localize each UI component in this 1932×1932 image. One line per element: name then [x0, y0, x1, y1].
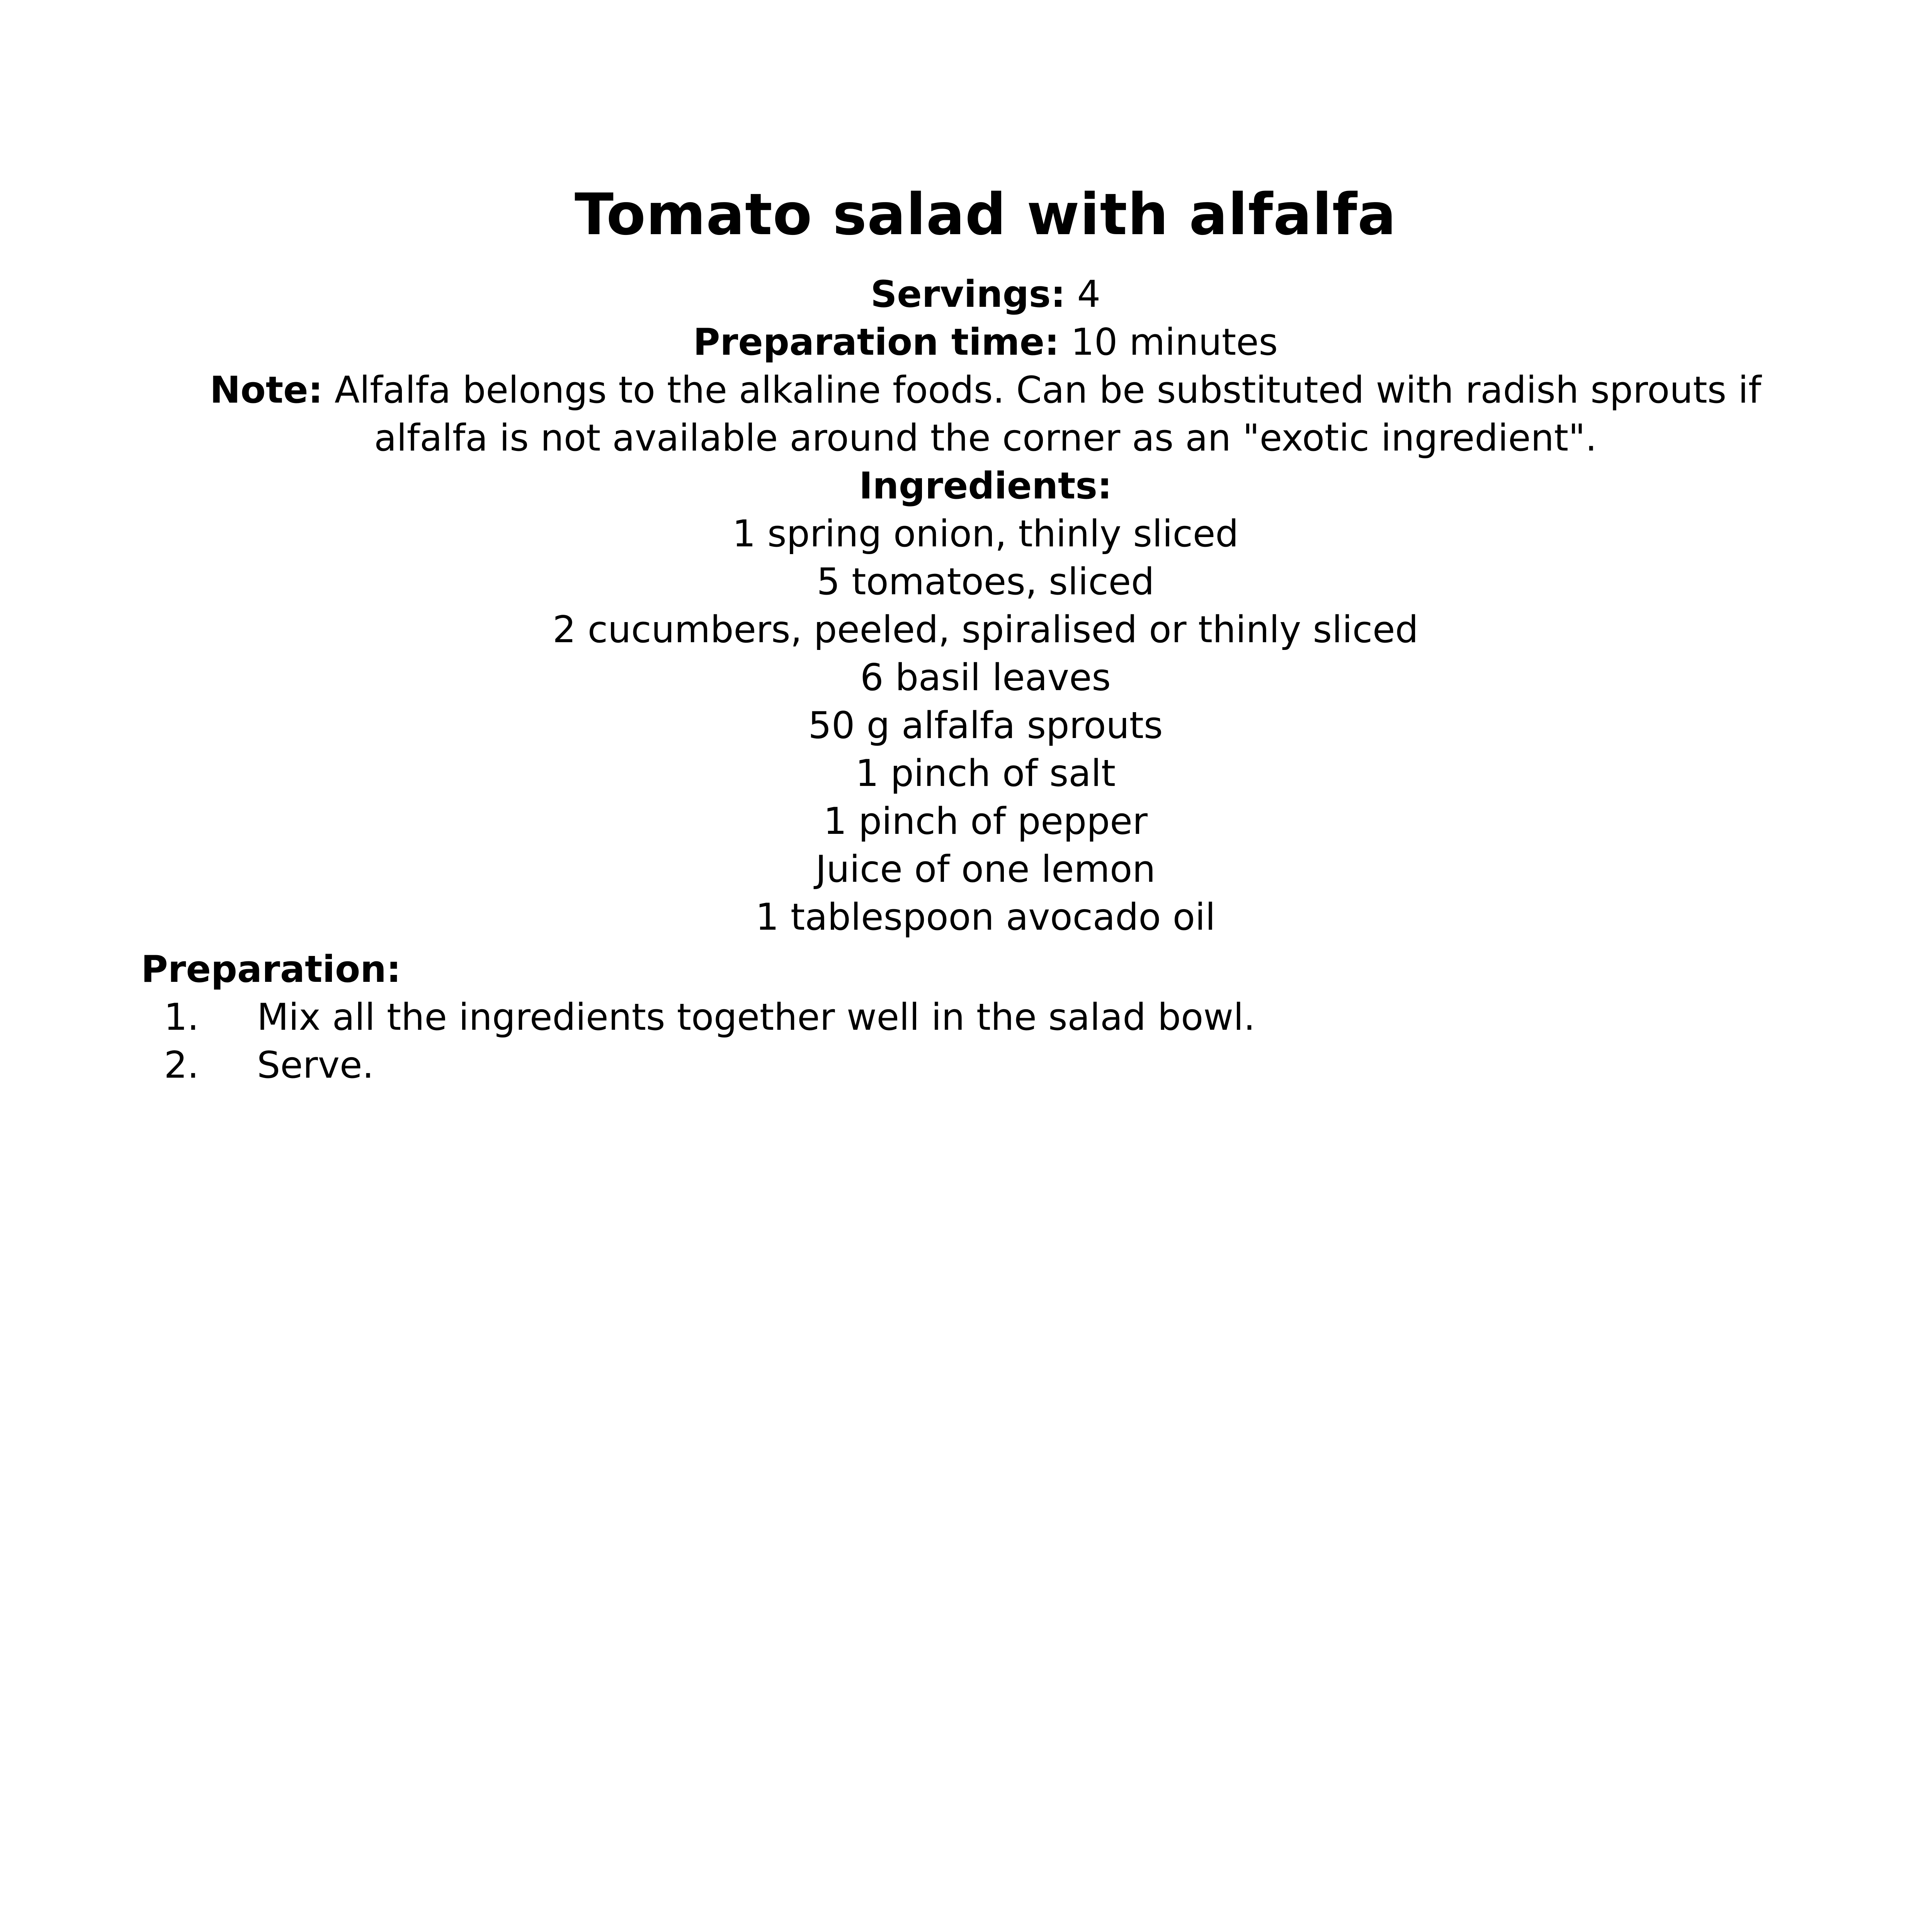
prep-time-value: 10 minutes [1071, 321, 1278, 364]
note-label: Note: [209, 369, 323, 412]
ingredient-item: 1 spring onion, thinly sliced [732, 513, 1239, 555]
ingredient-item: 1 pinch of pepper [823, 800, 1148, 843]
ingredient-item: 1 tablespoon avocado oil [755, 896, 1216, 939]
servings-label: Servings: [870, 273, 1066, 316]
preparation-heading: Preparation: [141, 948, 401, 991]
ingredient-item: 5 tomatoes, sliced [816, 561, 1155, 603]
ingredient-item: 2 cucumbers, peeled, spiralised or thinly sliced [553, 609, 1418, 651]
prep-time-line [0, 318, 1932, 366]
step-number: 1. [164, 996, 199, 1039]
ingredient-item: Juice of one lemon [815, 848, 1156, 891]
prep-time-label: Preparation time: [693, 321, 1060, 364]
note-text: Alfalfa belongs to the alkaline foods. Can be substituted with radish sprouts if alfalfa is not available around the corner as an "exotic ingredient". [334, 369, 1762, 459]
step-text: Serve. [257, 1044, 374, 1087]
step-text: Mix all the ingredients together well in the salad bowl. [257, 996, 1255, 1039]
step-item [141, 1041, 1255, 1089]
note-paragraph [186, 366, 1786, 462]
ingredients-list [0, 510, 1932, 941]
ingredient-item: 50 g alfalfa sprouts [808, 704, 1163, 747]
servings-line [0, 270, 1932, 318]
servings-value: 4 [1077, 273, 1101, 316]
recipe-summary [0, 270, 1932, 941]
ingredients-heading: Ingredients: [859, 465, 1112, 507]
step-item [141, 993, 1255, 1041]
step-number: 2. [164, 1044, 199, 1087]
recipe-title: Tomato salad with alfalfa [575, 181, 1396, 248]
ingredient-item: 6 basil leaves [860, 656, 1111, 699]
ingredient-item: 1 pinch of salt [855, 752, 1116, 795]
preparation-steps [141, 993, 1255, 1089]
